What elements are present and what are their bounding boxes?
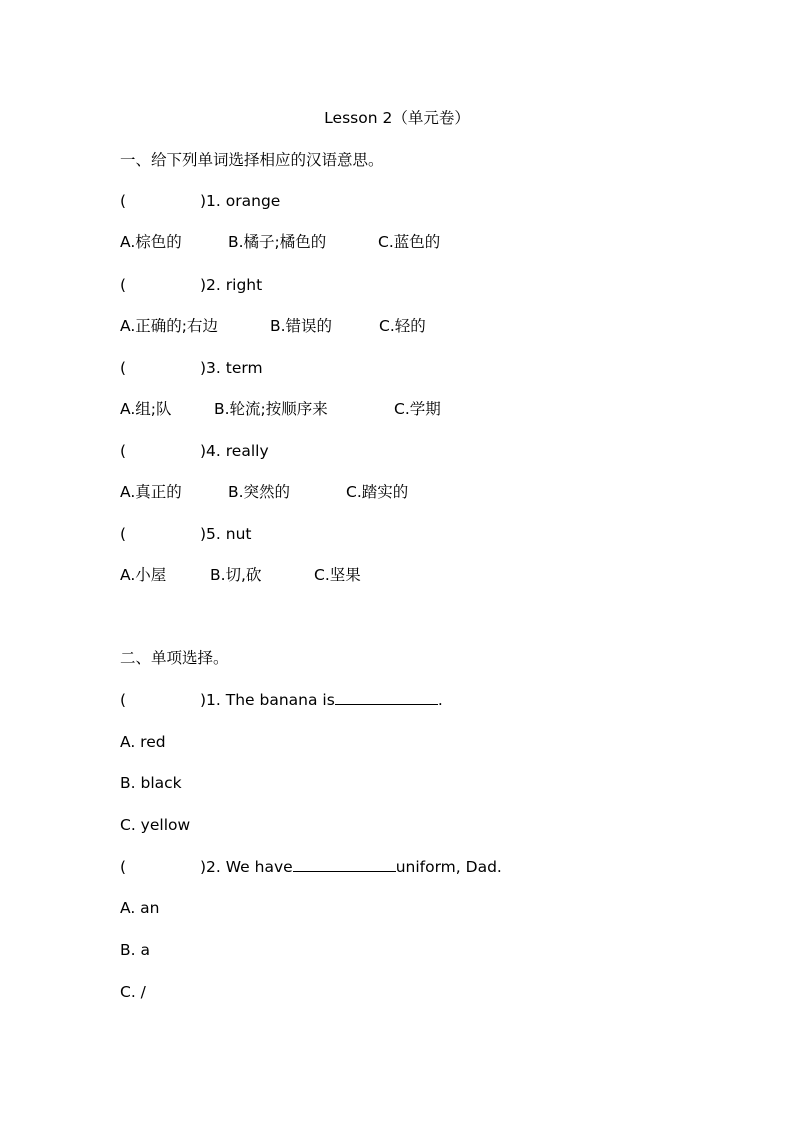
options-row	[120, 565, 361, 585]
fill-blank[interactable]	[293, 857, 396, 872]
option-c: C. yellow	[120, 816, 191, 834]
answer-blank[interactable]: (	[120, 525, 127, 543]
options-row	[120, 482, 408, 502]
option-a: A.正确的;右边	[120, 317, 218, 335]
options-row	[120, 399, 441, 419]
question-row	[120, 690, 443, 710]
option-b: B. a	[120, 941, 150, 959]
options-row	[120, 232, 440, 252]
question-stem: )3. term	[200, 359, 263, 377]
question-stem: )2. We have	[200, 858, 293, 876]
option-a: A.组;队	[120, 400, 172, 418]
section1-heading: 一、给下列单词选择相应的汉语意思。	[120, 151, 384, 169]
question-stem-end: uniform, Dad.	[395, 858, 502, 876]
question-stem: )5. nut	[200, 525, 252, 543]
answer-blank[interactable]: (	[120, 858, 127, 876]
question-stem: )4. really	[200, 442, 269, 460]
option-a: A. an	[120, 899, 160, 917]
question-row	[120, 441, 269, 461]
answer-blank[interactable]: (	[120, 276, 127, 294]
option-c: C.踏实的	[346, 483, 409, 501]
answer-blank[interactable]: (	[120, 691, 127, 709]
option-a: A.小屋	[120, 566, 167, 584]
answer-blank[interactable]: (	[120, 442, 127, 460]
question-row	[120, 191, 280, 211]
section2-heading: 二、单项选择。	[120, 649, 229, 667]
answer-blank[interactable]: (	[120, 359, 127, 377]
question-stem: )2. right	[200, 276, 263, 294]
option-c: C.轻的	[379, 317, 426, 335]
option-b: B.轮流;按顺序来	[214, 400, 328, 418]
option-c: C.学期	[394, 400, 441, 418]
option-b: B. black	[120, 774, 182, 792]
option-c: C.坚果	[314, 566, 361, 584]
question-stem: )1. orange	[200, 192, 281, 210]
option-c: C. /	[120, 983, 146, 1001]
option-a: A. red	[120, 733, 166, 751]
option-b: B.橘子;橘色的	[228, 233, 327, 251]
question-stem: )1. The banana is	[200, 691, 335, 709]
option-b: B.突然的	[228, 483, 291, 501]
question-stem-end: .	[437, 691, 443, 709]
option-b: B.切,砍	[210, 566, 262, 584]
option-b: B.错误的	[270, 317, 333, 335]
question-row	[120, 524, 252, 544]
option-c: C.蓝色的	[378, 233, 441, 251]
fill-blank[interactable]	[335, 690, 438, 705]
option-a: A.真正的	[120, 483, 182, 501]
options-row	[120, 316, 426, 336]
question-row	[120, 275, 262, 295]
question-row	[120, 358, 263, 378]
page-title: Lesson 2（单元卷）	[324, 109, 470, 127]
question-row	[120, 857, 502, 877]
option-a: A.棕色的	[120, 233, 182, 251]
answer-blank[interactable]: (	[120, 192, 127, 210]
